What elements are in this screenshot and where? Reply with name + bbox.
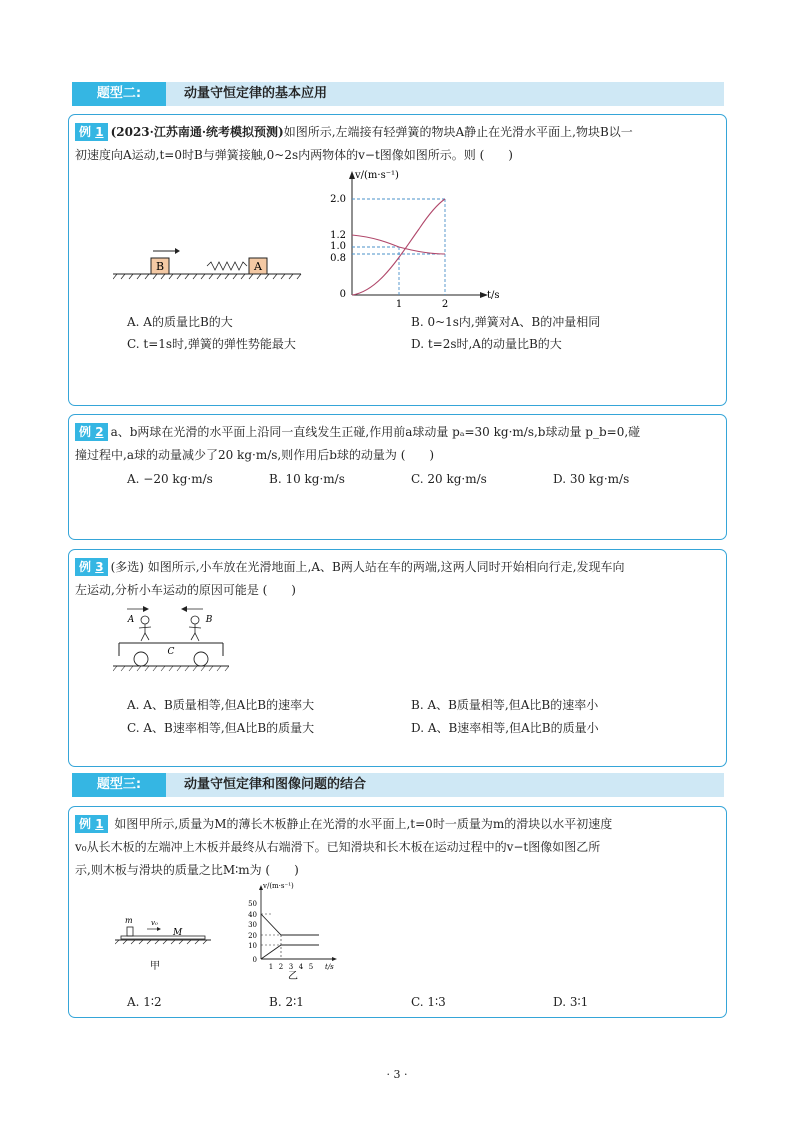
vt-graph-q4: [239, 877, 349, 981]
option-b[interactable]: B. 10 kg·m/s: [269, 472, 345, 486]
option-d[interactable]: D. 30 kg·m/s: [553, 472, 630, 486]
vt-graph-q1: [319, 167, 509, 307]
board-figure: [115, 911, 211, 973]
slider-mass-label: m: [125, 916, 133, 925]
y-tick: 0: [339, 289, 346, 300]
y-tick: 2.0: [330, 194, 346, 205]
block-a-label: A: [254, 260, 262, 273]
option-d[interactable]: D. 3∶1: [553, 995, 589, 1009]
question-source: (2023·江苏南通·统考模拟预测): [110, 125, 284, 139]
curve-b: [352, 235, 445, 254]
option-a[interactable]: A. A的质量比B的大: [127, 315, 233, 329]
x-axis-label: t/s: [487, 290, 500, 301]
section-title: 动量守恒定律和图像问题的结合: [184, 777, 367, 792]
y-tick: 0.8: [330, 253, 346, 264]
x-tick: 3: [288, 963, 294, 971]
board-line: [261, 945, 319, 959]
spring-blocks-figure: [113, 245, 303, 285]
option-a[interactable]: A. A、B质量相等,但A比B的速率大: [127, 698, 315, 712]
question-stem: 例 1 (2023·江苏南通·统考模拟预测)如图所示,左端接有轻弹簧的物块A静止在光滑水平面上,物块B以一 初速度向A运动,t=0时B与弹簧接触,0~2s内两物体的v−t图像如图所示。则 ( ): [75, 125, 633, 162]
x-tick: 1: [395, 299, 403, 307]
option-d[interactable]: D. t=2s时,A的动量比B的大: [411, 337, 562, 351]
y-tick: 20: [248, 932, 257, 940]
y-tick: 10: [248, 942, 257, 950]
x-tick: 1: [268, 963, 274, 971]
y-tick: 30: [248, 921, 257, 929]
question-stem: 例 2 a、b两球在光滑的水平面上沿同一直线发生正碰,作用前a球动量 pₐ=30 kg·m/s,b球动量 p_b=0,碰 撞过程中,a球的动量减少了20 kg·m/s,则作用后b球的动量为 ( ): [75, 425, 641, 462]
page-number: · 3 ·: [386, 1068, 408, 1081]
y-tick: 1.0: [330, 241, 346, 252]
option-c[interactable]: C. 20 kg·m/s: [411, 472, 487, 486]
cart-figure: [113, 606, 229, 688]
block-b-label: B: [155, 260, 165, 273]
question-card-4: [68, 806, 727, 1018]
person-b-label: B: [205, 615, 213, 625]
option-a[interactable]: A. 1∶2: [127, 995, 162, 1009]
x-tick: 5: [308, 963, 314, 971]
option-c[interactable]: C. 1∶3: [411, 995, 446, 1009]
cart-label: C: [167, 647, 175, 657]
x-tick: 2: [278, 963, 284, 971]
option-b[interactable]: B. 0~1s内,弹簧对A、B的冲量相同: [411, 315, 601, 329]
y-axis-label: v/(m·s⁻¹): [355, 170, 399, 181]
y-tick: 1.2: [330, 230, 346, 241]
option-a[interactable]: A. −20 kg·m/s: [127, 472, 213, 486]
question-stem: 例 3 (多选) 如图所示,小车放在光滑地面上,A、B两人站在车的两端,这两人同时开始相向行走,发现车向 左运动,分析小车运动的原因可能是 ( ): [75, 560, 625, 597]
example-badge: 例 3: [75, 558, 108, 576]
figure-yi-label: 乙: [288, 971, 298, 981]
x-tick: 2: [441, 299, 449, 307]
example-badge: 例 1: [75, 815, 108, 833]
x-tick: 4: [298, 963, 304, 971]
y-tick: 50: [248, 900, 257, 908]
v0-label: v₀: [151, 919, 158, 927]
section-tag: 题型二:: [72, 82, 166, 106]
slider-line: [261, 914, 319, 935]
question-stem: 例 1 如图甲所示,质量为M的薄长木板静止在光滑的水平面上,t=0时一质量为m的滑块以水平初速度 v₀从长木板的左端冲上木板并最终从右端滑下。已知滑块和长木板在运动过程中的v−t图像如图乙所 示,则木板与滑块的质量之比M∶m为 ( ): [75, 817, 613, 877]
question-card-3: [68, 549, 727, 767]
option-b[interactable]: B. A、B质量相等,但A比B的速率小: [411, 698, 599, 712]
board-mass-label: M: [173, 928, 183, 938]
section-title: 动量守恒定律的基本应用: [184, 86, 328, 101]
example-badge: 例 2: [75, 423, 108, 441]
x-axis-label: t/s: [325, 963, 334, 971]
section-header-2: [72, 82, 724, 106]
section-header-3: [72, 773, 724, 797]
option-c[interactable]: C. A、B速率相等,但A比B的质量大: [127, 721, 315, 735]
person-a-label: A: [127, 615, 135, 625]
question-card-1: [68, 114, 727, 406]
question-card-2: [68, 414, 727, 540]
y-tick: 40: [248, 911, 257, 919]
option-b[interactable]: B. 2∶1: [269, 995, 304, 1009]
y-tick: 0: [252, 956, 257, 964]
y-axis-label: v/(m·s⁻¹): [263, 882, 294, 890]
option-d[interactable]: D. A、B速率相等,但A比B的质量小: [411, 721, 599, 735]
figure-jia-label: 甲: [150, 961, 160, 972]
example-badge: 例 1: [75, 123, 108, 141]
section-tag: 题型三:: [72, 773, 166, 797]
option-c[interactable]: C. t=1s时,弹簧的弹性势能最大: [127, 337, 296, 351]
